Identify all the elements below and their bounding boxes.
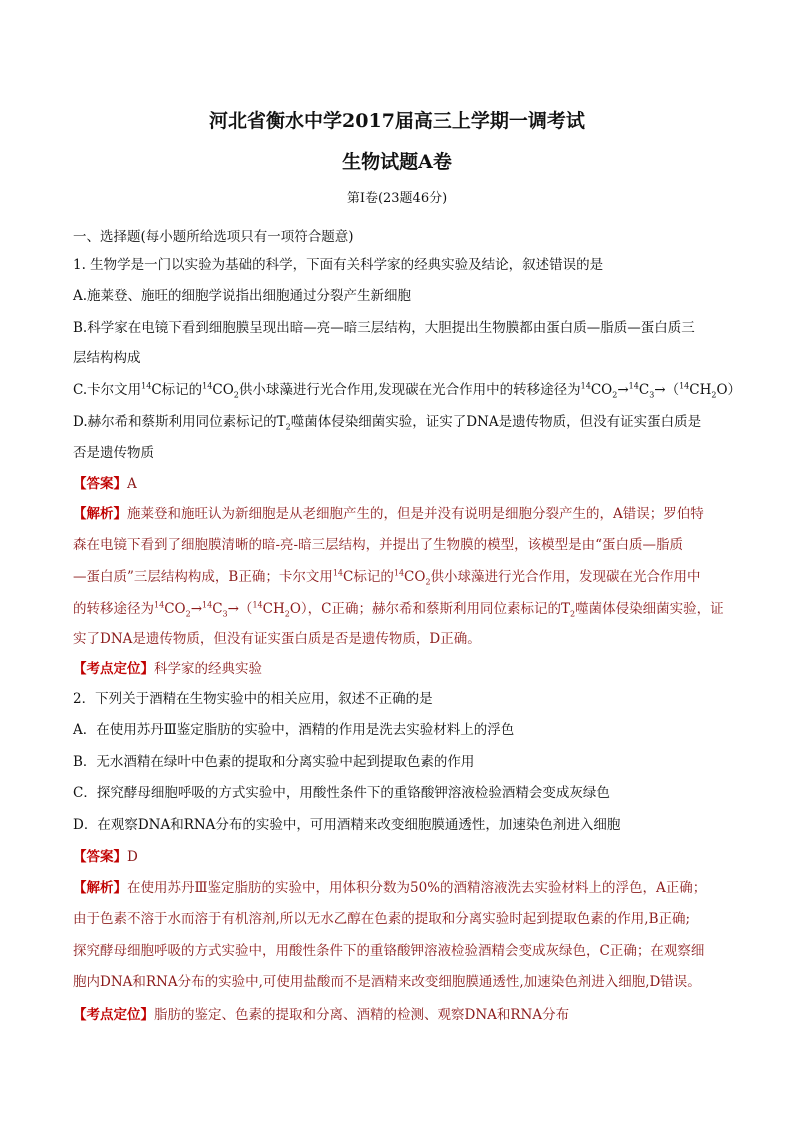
q1-analysis-line3 (73, 565, 701, 587)
analysis-tag: 【解析】 (73, 880, 127, 896)
point-tag: 【考点定位】 (73, 661, 154, 677)
subscript-2: 2 (233, 390, 239, 400)
isotope-14: 14 (141, 381, 152, 391)
analysis-text: C标记的 (343, 569, 394, 585)
q2-analysis-line2: 由于色素不溶于水而溶于有机溶剂,所以无水乙醇在色素的提取和分离实验时起到提取色素的作用,B正确; (73, 911, 691, 927)
subscript-2: 2 (285, 422, 291, 432)
answer-value: D (127, 849, 138, 865)
q1-point (73, 657, 262, 677)
q1-analysis-line5: 实了DNA是遗传物质，但没有证实蛋白质是否是遗传物质，D正确。 (73, 631, 481, 647)
isotope-14: 14 (580, 381, 591, 391)
answer-tag: 【答案】 (73, 476, 127, 492)
arrow-icon: →（ (654, 382, 680, 398)
q1-stem: 1. 生物学是一门以实验为基础的科学，下面有关科学家的经典实验及结论，叙述错误的是 (73, 257, 604, 273)
q2-option-a: A．在使用苏丹Ⅲ鉴定脂肪的实验中，酒精的作用是洗去实验材料上的浮色 (73, 722, 515, 738)
analysis-text: 噬菌体侵染细菌实验，证 (575, 601, 724, 617)
isotope-14: 14 (393, 568, 405, 578)
q1-option-a: A.施莱登、施旺的细胞学说指出细胞通过分裂产生新细胞 (73, 288, 412, 304)
q1-c-text: C (638, 382, 650, 398)
q2-analysis-line1 (73, 876, 706, 896)
q1-option-b-line2: 层结构构成 (73, 350, 141, 366)
q2-option-c: C．探究酵母细胞呼吸的方式实验中，用酸性条件下的重铬酸钾溶液检验酒精会变成灰绿色 (73, 785, 610, 801)
q1-answer (73, 472, 137, 492)
q1-analysis-line2: 森在电镜下看到了细胞膜清晰的暗-亮-暗三层结构，并提出了生物膜的模型，该模型是由“蛋白质—脂质 (73, 537, 684, 553)
subscript-2: 2 (569, 609, 576, 619)
q1-c-text: CO (212, 382, 234, 398)
subscript-2: 2 (612, 390, 618, 400)
isotope-14: 14 (202, 600, 213, 610)
analysis-text: C (212, 601, 223, 617)
q1-d-text: D.赫尔希和蔡斯利用同位素标记的T (73, 414, 286, 430)
isotope-14: 14 (154, 600, 165, 610)
q1-option-d-line2: 否是遗传物质 (73, 445, 154, 461)
q2-point (73, 1003, 569, 1023)
arrow-icon: →（ (227, 601, 253, 617)
analysis-text: CH (262, 601, 285, 617)
isotope-14: 14 (202, 381, 213, 391)
q1-option-c (73, 378, 741, 400)
q1-c-text: CH (689, 382, 712, 398)
q1-c-text: CO (590, 382, 613, 398)
exam-title: 河北省衡水中学2017届高三上学期一调考试 (209, 110, 585, 132)
q2-stem: 2．下列关于酒精在生物实验中的相关应用，叙述不正确的是 (73, 691, 433, 707)
arrow-icon: → (617, 382, 629, 398)
subscript-2: 2 (185, 609, 191, 619)
analysis-text: O），C正确；赫尔希和蔡斯利用同位素标记的T (289, 601, 570, 617)
q1-option-d-line1 (73, 410, 701, 432)
analysis-text: CO (404, 569, 426, 585)
part-heading: 第I卷(23题46分) (346, 191, 448, 206)
q2-option-b: B．无水酒精在绿叶中色素的提取和分离实验中起到提取色素的作用 (73, 754, 475, 770)
subscript-2: 2 (284, 609, 290, 619)
subscript-2: 2 (711, 390, 717, 400)
answer-value: A (127, 476, 137, 492)
q2-analysis-line4: 胞内DNA和RNA分布的实验中,可使用盐酸而不是酒精来改变细胞膜通透性,加速染色剂进入细胞,D错误。 (73, 974, 701, 990)
point-text: 脂肪的鉴定、色素的提取和分离、酒精的检测、观察DNA和RNA分布 (154, 1007, 570, 1023)
subscript-3: 3 (222, 609, 228, 619)
isotope-14: 14 (679, 381, 690, 391)
q1-d-text: 噬菌体侵染细菌实验，证实了DNA是遗传物质，但没有证实蛋白质是 (290, 414, 702, 430)
isotope-14: 14 (628, 381, 639, 391)
analysis-text: 在使用苏丹Ⅲ鉴定脂肪的实验中，用体积分数为50%的酒精溶液洗去实验材料上的浮色，A正确； (127, 880, 707, 896)
point-tag: 【考点定位】 (73, 1007, 154, 1023)
q2-analysis-line3: 探究酵母细胞呼吸的方式实验中，用酸性条件下的重铬酸钾溶液检验酒精会变成灰绿色，C正确；在观察细 (73, 943, 705, 959)
analysis-tag: 【解析】 (73, 506, 127, 522)
q1-c-text: O） (716, 382, 742, 398)
exam-subtitle: 生物试题A卷 (342, 151, 452, 173)
subscript-2: 2 (425, 577, 431, 587)
point-text: 科学家的经典实验 (154, 661, 262, 677)
analysis-text: 的转移途径为 (73, 601, 154, 617)
q1-c-text: C标记的 (151, 382, 203, 398)
analysis-text: 施莱登和施旺认为新细胞是从老细胞产生的，但是并没有说明是细胞分裂产生的，A错误；罗伯特 (127, 506, 704, 522)
q1-analysis-line4 (73, 597, 724, 619)
q2-option-d: D．在观察DNA和RNA分布的实验中，可用酒精来改变细胞膜通透性，加速染色剂进入细胞 (73, 817, 621, 833)
q2-answer (73, 845, 138, 865)
q1-option-b-line1: B.科学家在电镜下看到细胞膜呈现出暗—亮—暗三层结构，大胆提出生物膜都由蛋白质—脂质—蛋白质三 (73, 320, 695, 336)
section-heading: 一、选择题(每小题所给选项只有一项符合题意) (73, 229, 354, 245)
q1-c-text: C.卡尔文用 (73, 382, 142, 398)
analysis-text: —蛋白质”三层结构构成，B正确；卡尔文用 (73, 569, 333, 585)
analysis-text: 供小球藻进行光合作用，发现碳在光合作用中 (430, 569, 701, 585)
analysis-text: CO (164, 601, 186, 617)
answer-tag: 【答案】 (73, 849, 127, 865)
subscript-3: 3 (649, 390, 655, 400)
isotope-14: 14 (252, 600, 263, 610)
q1-c-text: 供小球藻进行光合作用,发现碳在光合作用中的转移途径为 (238, 382, 581, 398)
isotope-14: 14 (332, 568, 344, 578)
arrow-icon: → (190, 601, 202, 617)
q1-analysis-line1 (73, 502, 704, 522)
